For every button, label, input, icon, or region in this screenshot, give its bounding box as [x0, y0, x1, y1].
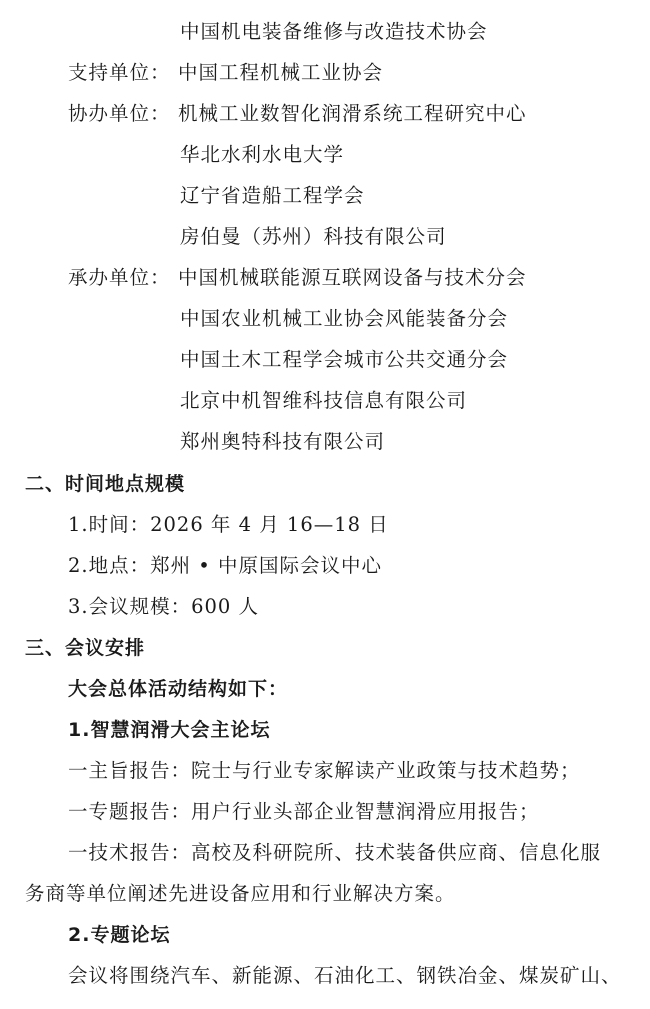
host-org: 中国农业机械工业协会风能装备分会 [180, 307, 509, 330]
host-org: 中国土木工程学会城市公共交通分会 [180, 348, 509, 371]
host-label: 承办单位： [68, 266, 171, 289]
forum1-title: 1.智慧润滑大会主论坛 [68, 719, 271, 741]
host-org: 中国机械联能源互联网设备与技术分会 [178, 266, 527, 289]
section3-heading: 三、会议安排 [25, 637, 146, 659]
support-org: 中国工程机械工业协会 [178, 61, 384, 84]
report-item-continued: 务商等单位阐述先进设备应用和行业解决方案。 [25, 882, 456, 905]
co-row [68, 102, 527, 126]
forum2-text: 会议将围绕汽车、新能源、石油化工、钢铁冶金、煤炭矿山、 [68, 964, 622, 987]
co-org: 机械工业数智化润滑系统工程研究中心 [178, 102, 527, 125]
report-item: 一专题报告：用户行业头部企业智慧润滑应用报告； [68, 800, 540, 823]
host-row [68, 266, 527, 290]
place-line: 2.地点：郑州 • 中原国际会议中心 [68, 554, 383, 577]
support-row [68, 61, 383, 85]
time-line: 1.时间：2026 年 4 月 16—18 日 [68, 513, 389, 536]
co-org: 辽宁省造船工程学会 [180, 184, 365, 207]
co-org: 房伯曼（苏州）科技有限公司 [180, 225, 447, 248]
host-org: 郑州奥特科技有限公司 [180, 430, 386, 453]
scale-line: 3.会议规模：600 人 [68, 595, 260, 618]
report-item: 一技术报告：高校及科研院所、技术装备供应商、信息化服 [68, 841, 602, 864]
sponsor-continued: 中国机电装备维修与改造技术协会 [180, 20, 488, 43]
host-org: 北京中机智维科技信息有限公司 [180, 389, 468, 412]
report-item: 一主旨报告：院士与行业专家解读产业政策与技术趋势； [68, 759, 581, 782]
forum2-title: 2.专题论坛 [68, 924, 171, 946]
section2-heading: 二、时间地点规模 [25, 473, 186, 495]
support-label: 支持单位： [68, 61, 171, 84]
co-label: 协办单位： [68, 102, 171, 125]
section3-intro: 大会总体活动结构如下： [68, 678, 289, 700]
co-org: 华北水利水电大学 [180, 143, 345, 166]
